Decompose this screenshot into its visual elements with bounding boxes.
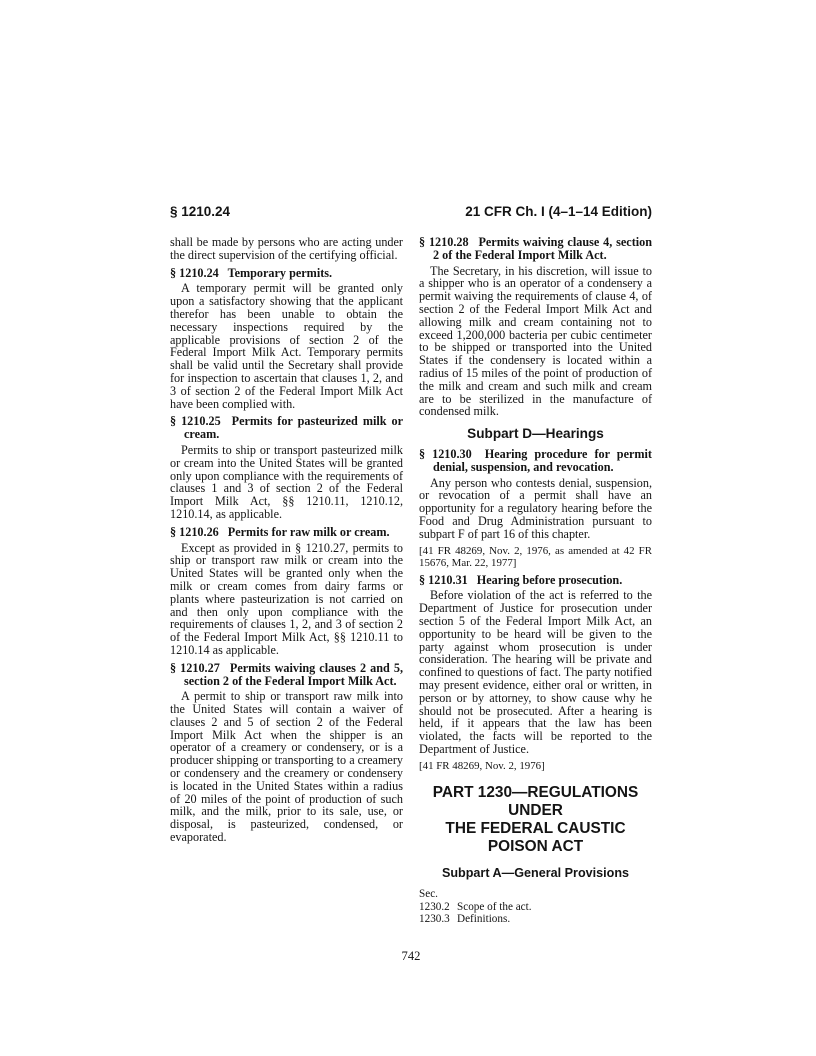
paragraph: Except as provided in § 1210.27, permits to ship or transport raw milk or cream into the United States will be granted only when the milk or cream comes from dairy farms or plants where pasteurization is not carried on and then only upon compliance with the requirements of clauses 1, 2, and 3 of section 2 of the Federal Import Milk Act, §§ 1210.11 to 1210.14 as applicable.	[170, 540, 403, 657]
toc-entry-title: Scope of the act.	[457, 900, 532, 913]
two-column-layout	[170, 236, 652, 926]
section-heading-1210-24	[170, 267, 403, 280]
page-number: 742	[401, 949, 421, 963]
section-number: § 1210.24	[170, 265, 219, 280]
toc-entry	[419, 901, 652, 913]
section-number: § 1210.28	[419, 235, 469, 249]
section-title: Permits for raw milk or cream.	[227, 524, 390, 539]
section-number: § 1210.25	[170, 414, 221, 429]
toc-entry-title: Definitions.	[457, 913, 511, 926]
subpart-d-heading: Subpart D—Hearings	[467, 426, 604, 442]
right-column	[419, 236, 652, 926]
section-heading-1210-25	[170, 415, 403, 441]
subpart-a-heading: Subpart A—General Provisions	[441, 865, 630, 880]
section-heading-1210-31	[419, 574, 652, 587]
section-title: Permits waiving clauses 2 and 5, section 2 of the Federal Import Milk Act.	[184, 660, 404, 688]
part-heading-line1: PART 1230—REGULATIONS UNDER	[432, 783, 639, 819]
section-number: § 1210.30	[419, 446, 472, 461]
page-content	[170, 204, 652, 926]
section-heading-1210-30	[419, 448, 652, 474]
running-header	[170, 204, 652, 219]
section-heading-1210-26	[170, 526, 403, 539]
toc-entry-number: 1230.3	[419, 913, 450, 926]
section-title: Hearing procedure for permit denial, suspension, and revocation.	[433, 446, 652, 474]
paragraph: Before violation of the act is referred to the Department of Justice for prosecution under section 5 of the Federal Import Milk Act, an opportunity to be heard will be given to the party against whom prosecution is under consideration. The hearing will be private and confined to questions of fact. The party notified may present evidence, either oral or written, in person or by attorney, to show cause why he should not be prosecuted. After a hearing is held, if it appears that the law has been violated, the facts will be reported to the Department of Justice.	[419, 588, 652, 756]
paragraph: A permit to ship or transport raw milk into the United States will contain a waiver of clauses 2 and 5 of section 2 of the Federal Import Milk Act when the shipper is an operator of a creamery or condensery, or is a producer shipping or transporting to a creamery or condensery and the creamery or condensery is located in the United States within a radius of 20 miles of the point of production of such milk, and the milk, prior to its sale, use, or disposal, is pasteurized, condensed, or evaporated.	[170, 689, 403, 845]
paragraph: A temporary permit will be granted only upon a satisfactory showing that the applicant therefor has been unable to obtain the necessary inspections required by the applicable provisions of section 2 of the Federal Import Milk Act. Temporary permits shall be valid until the Secretary shall provide for inspection to ascertain that clauses 1, 2, and 3 of section 2 of the Federal Import Milk Act have been complied with.	[170, 281, 403, 411]
section-title: Permits for pasteurized milk or cream.	[184, 414, 404, 442]
section-heading-1210-27	[170, 662, 403, 688]
paragraph: Any person who contests denial, suspension, or revocation of a permit shall have an opportunity for a regulatory hearing before the Food and Drug Administration pursuant to subpart F of part 16 of this chapter.	[419, 475, 652, 541]
part-1230-heading	[419, 784, 652, 856]
federal-register-citation: [41 FR 48269, Nov. 2, 1976, as amended at 42 FR 15676, Mar. 22, 1977]	[419, 544, 652, 569]
header-section-number: § 1210.24	[170, 204, 231, 219]
federal-register-citation: [41 FR 48269, Nov. 2, 1976]	[419, 759, 545, 772]
paragraph: Permits to ship or transport pasteurized milk or cream into the United States will be granted only upon compliance with the requirements of clauses 1 and 3 of section 2 of the Federal Import Milk Act, §§ 1210.11, 1210.12, 1210.14, as applicable.	[170, 442, 403, 521]
section-title: Hearing before prosecution.	[476, 572, 623, 587]
part-heading-line2: THE FEDERAL CAUSTIC POISON ACT	[445, 819, 626, 855]
toc-entry	[419, 913, 652, 925]
toc-entry-number: 1230.2	[419, 900, 450, 913]
section-number: § 1210.27	[170, 660, 220, 675]
section-heading-1210-28	[419, 236, 652, 262]
table-of-contents	[419, 888, 652, 925]
header-edition-label: 21 CFR Ch. I (4–1–14 Edition)	[465, 204, 652, 219]
section-number: § 1210.31	[419, 572, 468, 587]
section-title: Temporary permits.	[227, 265, 333, 280]
left-column	[170, 236, 403, 926]
section-title: Permits waiving clause 4, section 2 of the Federal Import Milk Act.	[433, 235, 653, 262]
toc-label: Sec.	[419, 888, 438, 901]
paragraph-continuation: shall be made by persons who are acting under the direct supervision of the certifying official.	[170, 235, 403, 262]
section-number: § 1210.26	[170, 524, 219, 539]
paragraph: The Secretary, in his discretion, will issue to a shipper who is an operator of a condensery a permit waiving the requirements of clause 4, of section 2 of the Federal Import Milk Act and allowing milk and cream containing not to exceed 1,200,000 bacteria per cubic centimeter to be shipped or transported into the United States if the condensery is located within a radius of 15 miles of the point of production of the milk and cream and such milk and cream are to be sterilized in the manufacture of condensed milk.	[419, 263, 652, 419]
